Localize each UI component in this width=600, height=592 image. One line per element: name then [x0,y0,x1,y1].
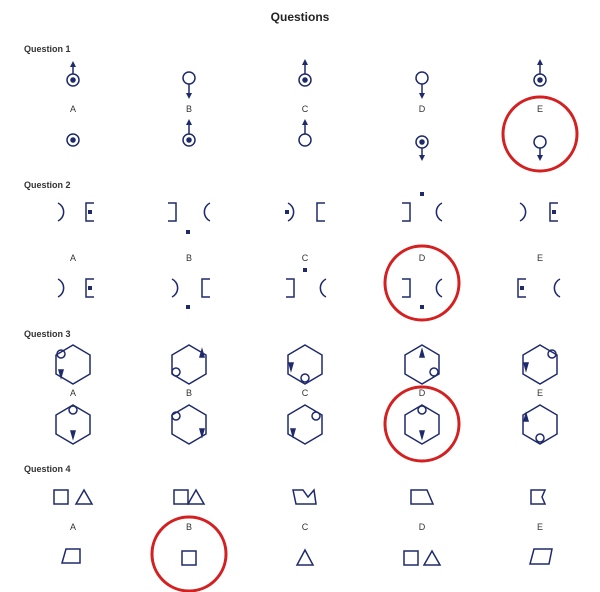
page-title: Questions [270,10,330,24]
q1-answer-e[interactable] [534,136,546,158]
q1-seq-5 [534,62,546,86]
q4-answer-a[interactable] [62,549,80,563]
q4-answer-b[interactable] [182,551,196,565]
question-4-label: Question 4 [24,464,71,474]
q3-seq-5 [523,345,557,384]
q2-answer-b[interactable] [172,279,210,309]
q2-answer-d[interactable] [402,279,442,309]
q4-seq-5 [531,490,545,504]
q4-seq-3 [293,490,316,504]
q1-seq-4 [416,72,428,96]
q3-answer-e[interactable] [523,405,557,444]
q2-seq-5 [520,203,558,221]
q1-answer-b[interactable] [183,122,195,146]
q1-seq-3 [299,62,311,86]
q4-option-a[interactable]: A [69,522,76,532]
q3-option-b[interactable]: B [185,388,192,398]
q4-option-c[interactable]: C [301,522,309,532]
q3-option-c[interactable]: C [301,388,309,398]
q2-option-a[interactable]: A [69,253,76,263]
q1-seq-1 [67,64,79,86]
q4-answer-highlight [152,517,226,591]
q3-answer-highlight [385,387,459,461]
image-credit: © SHL [5,576,29,585]
q2-answer-e[interactable] [518,279,560,297]
q1-answer-d[interactable] [416,136,428,158]
q3-seq-3 [288,345,322,384]
q4-seq-2 [174,490,204,504]
q4-option-d[interactable]: D [418,522,426,532]
q2-option-e[interactable]: E [536,253,543,263]
q1-answer-highlight [503,97,577,171]
q2-seq-3 [285,203,325,221]
q4-answer-d[interactable] [404,551,440,565]
q2-seq-1 [58,203,94,221]
q3-option-a[interactable]: A [69,388,76,398]
q3-answer-a[interactable] [56,405,90,444]
q1-option-e[interactable]: E [536,104,543,114]
q1-option-d[interactable]: D [418,104,426,114]
q3-answer-d[interactable] [405,405,439,444]
q3-option-e[interactable]: E [536,388,543,398]
q4-answer-e[interactable] [530,549,552,564]
q4-seq-1 [54,490,92,504]
q4-seq-4 [411,490,433,504]
question-3-label: Question 3 [24,329,71,339]
q4-option-e[interactable]: E [536,522,543,532]
q4-option-b[interactable]: B [185,522,192,532]
q2-seq-2 [168,203,210,234]
q1-option-b[interactable]: B [185,104,192,114]
q2-answer-c[interactable] [286,268,326,297]
q1-answer-a[interactable] [67,134,79,146]
q1-answer-c[interactable] [299,122,311,146]
q3-answer-c[interactable] [288,405,322,444]
q2-option-b[interactable]: B [185,253,192,263]
q2-seq-4 [402,192,442,221]
q2-option-c[interactable]: C [301,253,309,263]
question-2-label: Question 2 [24,180,71,190]
q3-option-d[interactable]: D [418,388,426,398]
q1-seq-2 [183,72,195,96]
q4-answer-c[interactable] [297,550,313,565]
q3-seq-4 [405,345,439,384]
q1-option-c[interactable]: C [301,104,309,114]
q2-option-d[interactable]: D [418,253,426,263]
q1-option-a[interactable]: A [69,104,76,114]
question-1-label: Question 1 [24,44,71,54]
q2-answer-a[interactable] [58,279,94,297]
q3-seq-2 [172,345,206,384]
q3-seq-1 [56,345,90,384]
q3-answer-b[interactable] [172,405,206,444]
